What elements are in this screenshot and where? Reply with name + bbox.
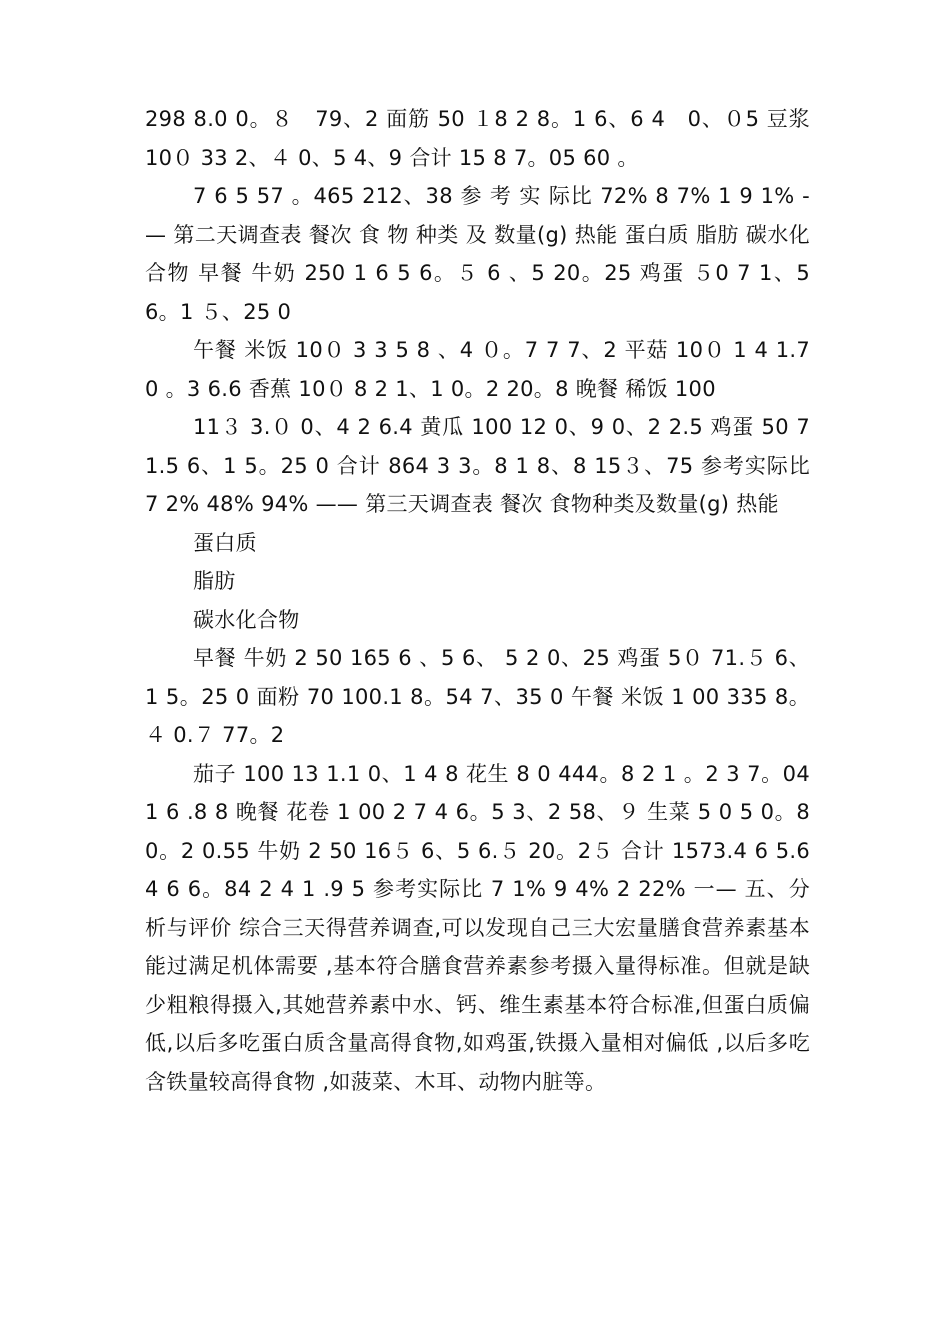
document-page xyxy=(145,100,810,1101)
paragraph-day2-lunch: 午餐 米饭 10０ 3 3 5 8 、4 ０。7 7 7、2 平菇 10０ 1 4 1.7 0 。3 6.6 香蕉 10０ 8 2 1、1 0。2 20。8 晚餐 稀饭 100 xyxy=(145,338,810,401)
paragraph-day3-analysis: 茄子 100 13 1.1 0、1 4 8 花生 8 0 444。8 2 1 。2 3 7。04 1 6 .8 8 晚餐 花卷 1 00 2 7 4 6。5 3、2 58、９ 生菜 5 0 5 0。8 0。2 0.55 牛奶 2 50 16５ 6、5 6.５ 20。2５ 合计 1573.4 6 5.64 6 6。84 2 4 1 .9 5 参考实际比 7 1% 9 4% 2 22% 一— 五、分析与评价 综合三天得营养调查,可以发现自己三大宏量膳食营养素基本能过满足机体需要 ,基本符合膳食营养素参考摄入量得标准。但就是缺少粗粮得摄入,其她营养素中水、钙、维生素基本符合标准,但蛋白质偏低,以后多吃蛋白质含量高得食物,如鸡蛋,铁摄入量相对偏低 ,以后多吃含铁量较高得食物 ,如菠菜、木耳、动物内脏等。 xyxy=(145,761,810,1094)
paragraph-day3-breakfast: 早餐 牛奶 2 50 165 6 、5 6、 5 2 0、25 鸡蛋 5０ 71.５ 6、1 5。25 0 面粉 70 100.1 8。54 7、35 0 午餐 米饭 1 00 335 8。４ 0.７ 77。2 xyxy=(145,646,810,747)
paragraph-day1-continued: 298 8.0 0。８ 79、2 面筋 50 １8 2 8。1 6、6 4 0、０5 豆浆 10０ 33 2、４ 0、5 4、9 合计 15 8 7。05 60 。 xyxy=(145,107,810,170)
paragraph-protein-label: 蛋白质 xyxy=(193,530,257,555)
paragraph-fat-label: 脂肪 xyxy=(193,569,236,593)
paragraph-carb-label: 碳水化合物 xyxy=(193,607,300,632)
paragraph-day2-dinner: 11３ 3.０ 0、4 2 6.4 黄瓜 100 12 0、9 0、2 2.5 鸡蛋 50 7 1.5 6、1 5。25 0 合计 864 3 3。8 1 8、8 15３、75 参考实际比 7 2% 48% 94% —— 第三天调查表 餐次 食物种类及数量(g) 热能 xyxy=(145,415,810,516)
paragraph-day2-header: 7 6 5 57 。465 212、38 参 考 实 际比 72% 8 7% 1 9 1% -— 第二天调查表 餐次 食 物 种类 及 数量(g) 热能 蛋白质 脂肪 碳水化合物 早餐 牛奶 250 1 6 5 6。５ 6 、5 20。25 鸡蛋 ５0 7 1、5 6。1 ５、25 0 xyxy=(145,184,810,324)
